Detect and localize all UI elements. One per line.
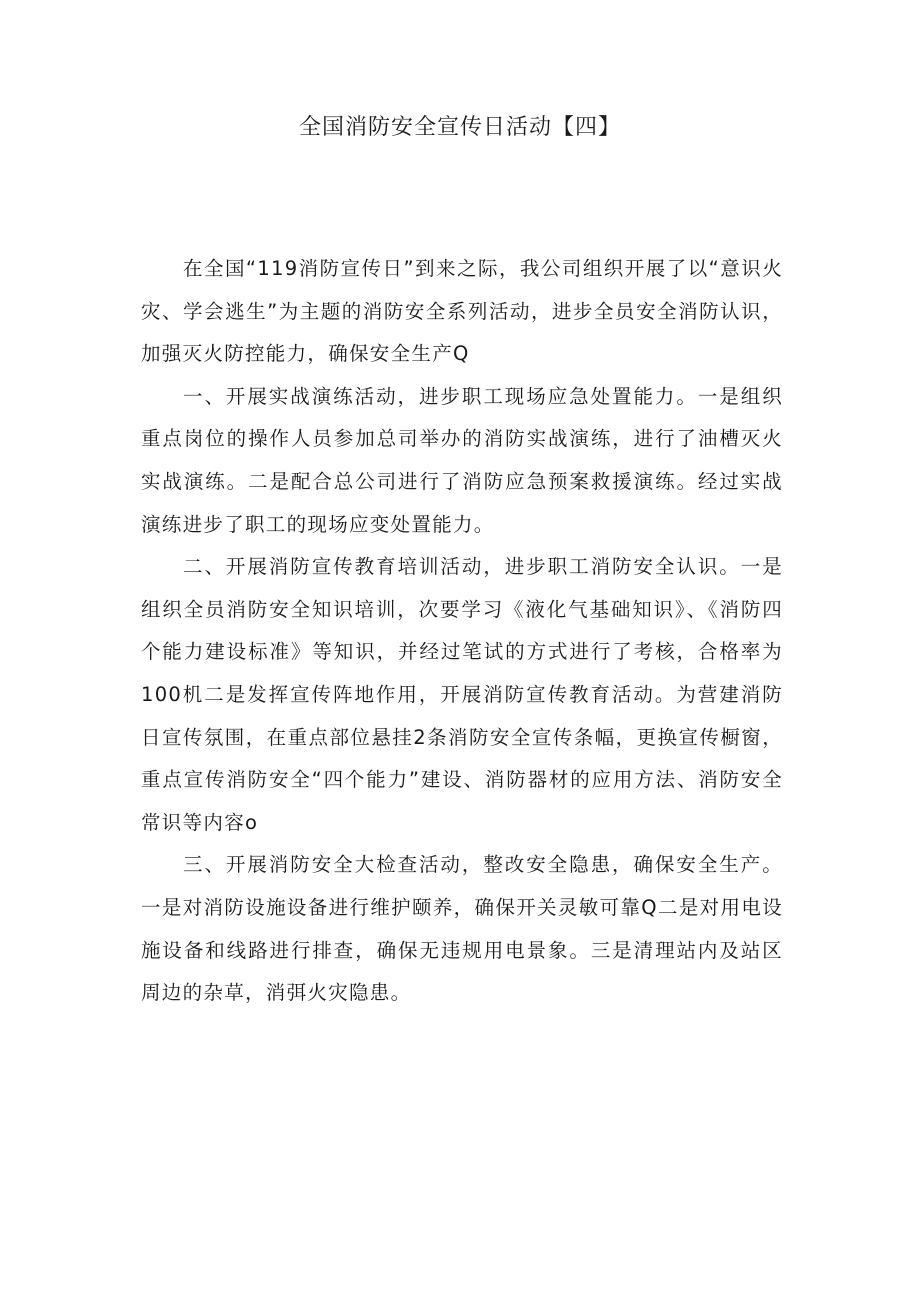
document-body: [141, 248, 783, 1015]
document-title: 全国消防安全宣传日活动【四】: [298, 115, 621, 140]
paragraph-section-1: 一、开展实战演练活动，进步职工现场应急处置能力。一是组织重点岗位的操作人员参加总司举办的消防实战演练，进行了油槽灭火实战演练。二是配合总公司进行了消防应急预案救援演练。经过实战演练进步了职工的现场应变处置能力。: [141, 384, 783, 536]
paragraph-section-3: 三、开展消防安全大检查活动，整改安全隐患，确保安全生产。一是对消防设施设备进行维护颐养，确保开关灵敏可靠Q二是对用电设施设备和线路进行排查，确保无违规用电景象。三是清理站内及站区周边的杂草，消弭火灾隐患。: [141, 853, 783, 1005]
paragraph-intro: 在全国“119消防宣传日”到来之际，我公司组织开展了以“意识火灾、学会逃生”为主题的消防安全系列活动，进步全员安全消防认识，加强灭火防控能力，确保安全生产Q: [141, 257, 783, 366]
paragraph-section-2: 二、开展消防宣传教育培训活动，进步职工消防安全认识。一是组织全员消防安全知识培训，次要学习《液化气基础知识》、《消防四个能力建设标准》等知识，并经过笔试的方式进行了考核，合格率为100机二是发挥宣传阵地作用，开展消防宣传教育活动。为营建消防日宣传氛围，在重点部位悬挂2条消防安全宣传条幅，更换宣传橱窗，重点宣传消防安全“四个能力”建设、消防器材的应用方法、消防安全常识等内容o: [141, 555, 783, 834]
